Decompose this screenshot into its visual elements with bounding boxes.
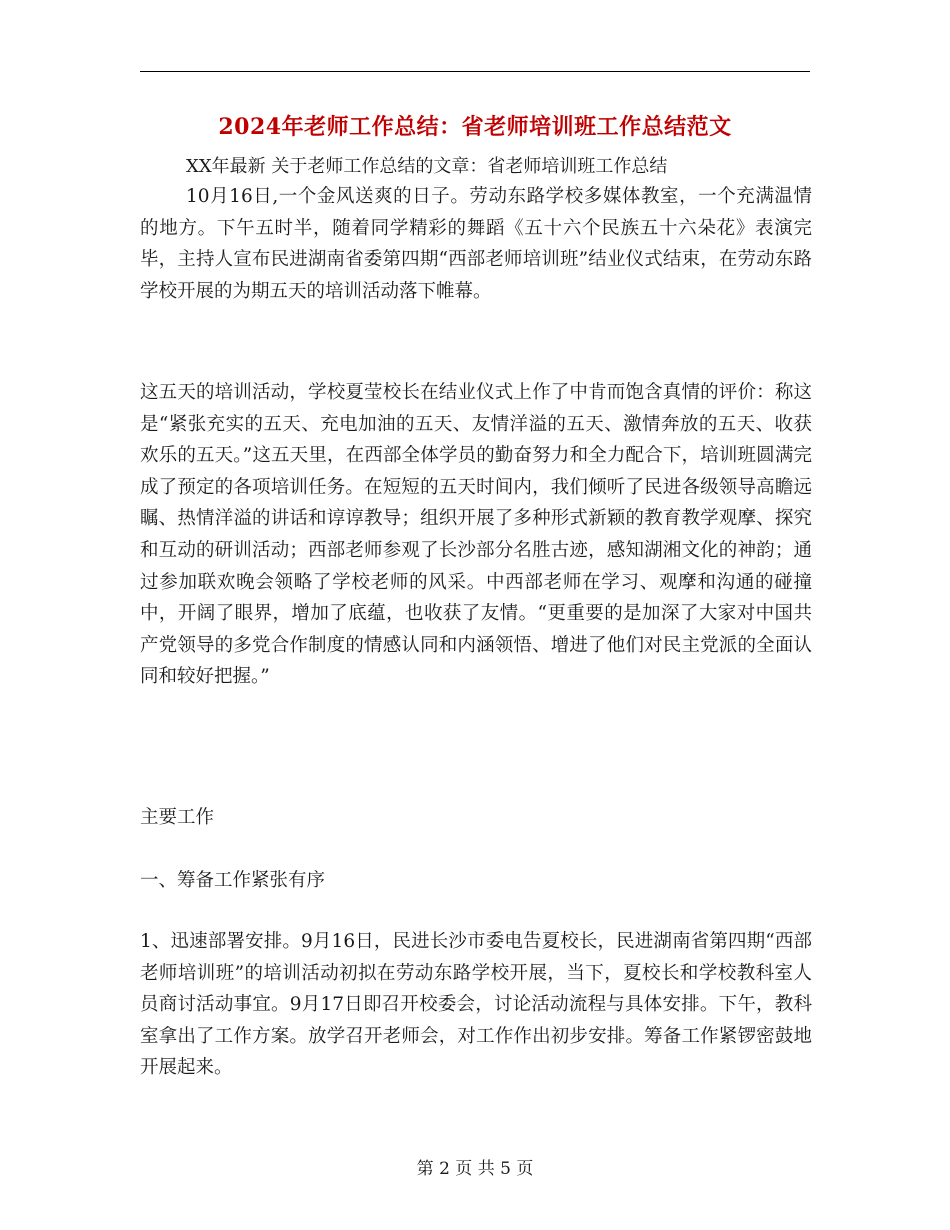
- section-heading-main-work: 主要工作: [140, 807, 215, 828]
- paragraph-item-one: 1、迅速部署安排。9月16日，民进长沙市委电告夏校长，民进湖南省第四期“西部老师培训班”的培训活动初拟在劳动东路学校开展，当下，夏校长和学校教科室人员商讨活动事宜。9月17日即召开校委会，讨论活动流程与具体安排。下午，教科室拿出了工作方案。放学召开老师会，对工作作出初步安排。筹备工作紧锣密鼓地开展起来。: [140, 931, 812, 1079]
- paragraph-summary: 这五天的培训活动，学校夏莹校长在结业仪式上作了中肯而饱含真情的评价：称这是“紧张充实的五天、充电加油的五天、友情洋溢的五天、激情奔放的五天、收获欢乐的五天。”这五天里，在西部全体学员的勤奋努力和全力配合下，培训班圆满完成了预定的各项培训任务。在短短的五天时间内，我们倾听了民进各级领导高瞻远瞩、热情洋溢的讲话和谆谆教导；组织开展了多种形式新颖的教育教学观摩、探究和互动的研训活动；西部老师参观了长沙部分名胜古迹，感知湖湘文化的神韵；通过参加联欢晚会领略了学校老师的风采。中西部老师在学习、观摩和沟通的碰撞中，开阔了眼界，增加了底蕴，也收获了友情。“更重要的是加深了大家对中国共产党领导的多党合作制度的情感认同和内涵领悟、增进了他们对民主党派的全面认同和较好把握。”: [140, 382, 812, 688]
- header-rule: [140, 71, 810, 72]
- section-heading-preparation: 一、筹备工作紧张有序: [140, 870, 326, 891]
- document-title: 2024年老师工作总结：省老师培训班工作总结范文: [218, 114, 732, 140]
- paragraph-intro: 10月16日,一个金风送爽的日子。劳动东路学校多媒体教室，一个充满温情的地方。下午五时半，随着同学精彩的舞蹈《五十六个民族五十六朵花》表演完毕，主持人宣布民进湖南省委第四期“西部老师培训班”结业仪式结束，在劳动东路学校开展的为期五天的培训活动落下帷幕。: [140, 186, 812, 302]
- document-subtitle: XX年最新 关于老师工作总结的文章：省老师培训班工作总结: [186, 156, 668, 177]
- page-number-footer: 第 2 页 共 5 页: [416, 1159, 534, 1179]
